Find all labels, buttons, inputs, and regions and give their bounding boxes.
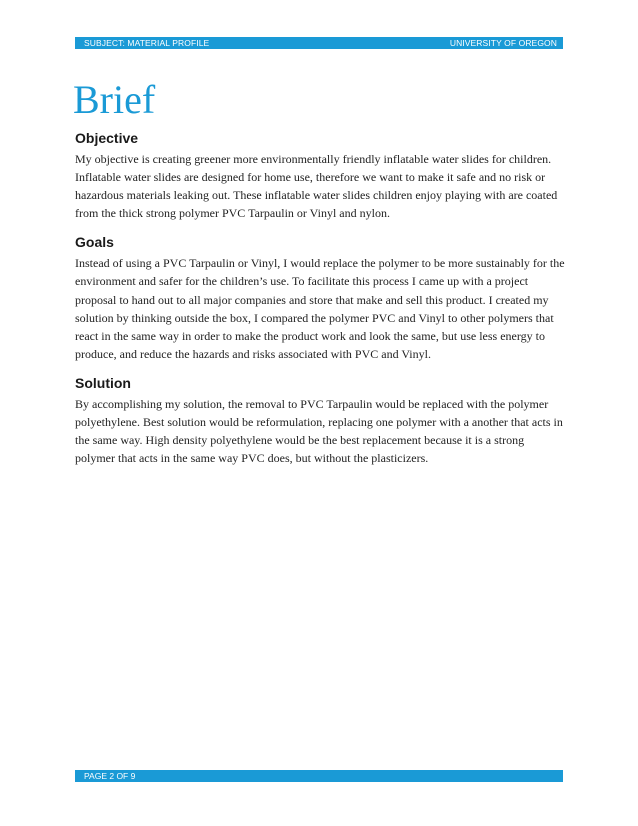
section-body-goals: Instead of using a PVC Tarpaulin or Vinyl, I would replace the polymer to be more sustainably for the environment and safer for the children’s use. To facilitate this process I came up with a project proposal to hand out to all major companies and store that make and sell this product. I created my solution by thinking outside the box, I compared the polymer PVC and Vinyl to other polymers that react in the same way in order to make the product work and look the same, but use less energy to produce, and reduce the hazards and risks associated with PVC and Vinyl. [75, 256, 565, 361]
section-body-objective: My objective is creating greener more environmentally friendly inflatable water slides for children. Inflatable water slides are designed for home use, therefore we want to make it safe and no risk or hazardous materials leaking out. These inflatable water slides children enjoy playing with are coated from the thick strong polymer PVC Tarpaulin or Vinyl and nylon. [75, 152, 558, 221]
section-heading-solution: Solution [75, 374, 131, 391]
document-body [75, 128, 565, 467]
page-title: Brief [73, 77, 156, 122]
footer-bar [75, 770, 563, 782]
header-subject: SUBJECT: MATERIAL PROFILE [84, 38, 210, 48]
header-bar [75, 37, 563, 49]
section-heading-goals: Goals [75, 234, 114, 251]
page-number: PAGE 2 OF 9 [84, 771, 136, 781]
header-institution: UNIVERSITY OF OREGON [449, 38, 557, 48]
section-heading-objective: Objective [75, 130, 139, 146]
section-goals [75, 232, 565, 363]
section-objective [75, 128, 565, 222]
section-body-solution: By accomplishing my solution, the removal to PVC Tarpaulin would be replaced with the polymer polyethylene. Best solution would be reformulation, replacing one polymer with a another that acts in the same way. High density polyethylene would be the best replacement because it is a strong polymer that acts in the same way PVC does, but without the plasticizers. [75, 396, 563, 466]
section-solution [75, 373, 565, 467]
